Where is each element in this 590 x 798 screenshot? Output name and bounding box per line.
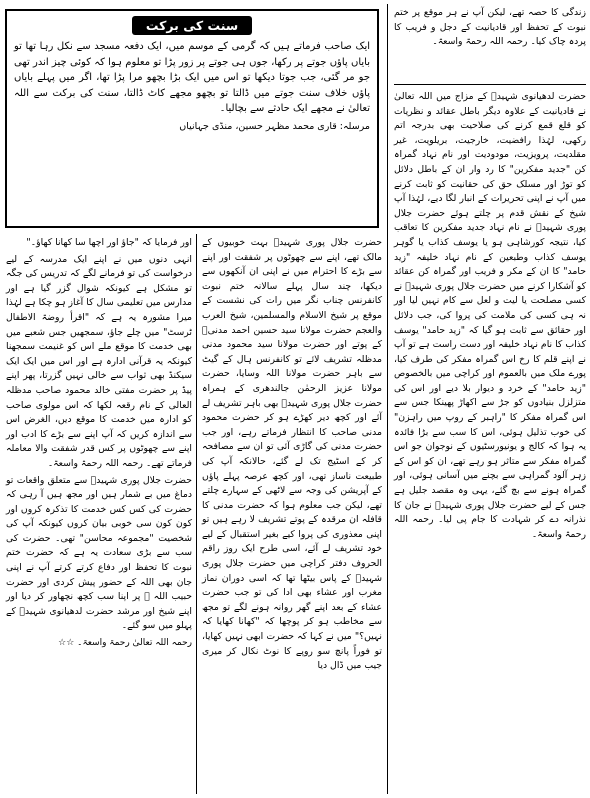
column-right [394, 90, 586, 544]
paragraph: حضرت لدھیانوی شہیدؒ کے مزاج میں اللہ تعالیٰ نے قادیانیت کے علاوہ دیگر باطل عقائد و نظریات کو قلع قمع کرنے کی صلاحیت بھی بدرجہ اتم رکھی، لہٰذا رافضیت، خارجیت، بریلویت، غیر مقلدیت، پرویزیت، مودودیت اور نام نہاد گمراہ کن "جدید مفکرین" کا رد وار ان کے باطل دلائل کو توڑ اور مسلک حق کی حقانیت کو ثابت کرنے میں آپ نے اپنی تحریرات کے انبار لگا دیے، لہٰذا آپ شیخ کے نقش قدم پر چلتے ہوئے حضرت جلال پوری شہیدؒ نے نام نہاد جدید مفکرین کا تعاقب کیا، نتیجہ کورشاہی ہو یا یوسف کذاب یا گوہر یوسف کذاب وطبعین کے نام نہاد خلیفہ "زید حامد" کا ان کے مکر و فریب اور گمراہ کن عقائد کو آشکارا کرنے میں حضرت جلال پوری شہیدؒ نے کسی مصلحت یا لیت و لعل سے کام نہیں لیا اور نہ ہی کسی کی ملامت کی پروا کی، جب دلائل اور حقائق سے ثابت ہو گیا کہ "زید حامد" یوسف کذاب کا نام نہاد خلیفہ اور دست راست ہے تو آپ نے اپنے قلم کا رخ اس گمراہ مفکر کی طرف کیا، پورے ملک میں بالعموم اور کراچی میں بالخصوص "زید حامد" کے خرد و دیوار بلا دیے اور اس کی متزلزل بنیادوں کو جڑ سے اکھاڑ پھینکا جس سے اس گمراہ مفکر کا "راہبر کے روپ میں راہزن" کی خوب تذلیل ہوئی، اس کا سب سے بڑا فائدہ یہ ہوا کہ کالج و یونیورسٹیوں کے نوجوان جو اس گمراہ مفکر سے متاثر ہو رہے تھے، ان کو اس کے زہر آلود گمراہی سے بچنے میں آسانی ہوئی، اور گمراہ ہونے سے بچ گئے، یہی وہ مقصد جلیل ہے جس کے لیے حضرت جلال پوری شہیدؒ نے جان کا نذرانہ دے کر شہادت کا جام پی لیا۔ رحمہ اللہ رحمۃ واسعۃ۔ [394, 91, 586, 540]
closing-line: رحمہ اللہ تعالیٰ رحمۃ واسعۃ۔ ☆☆ [58, 638, 192, 649]
column-middle [202, 236, 382, 676]
column-left [6, 236, 192, 655]
paragraph: زندگی کا حصہ تھے، لیکن آپ نے ہر موقع پر ختم نبوت کے تحفظ اور قادیانیت کے دجل و فریب کا پردہ چاک کیا۔ رحمہ اللہ رحمۃ واسعۃ۔ [394, 7, 586, 48]
column-right-top [394, 6, 586, 52]
paragraph: حضرت جلال پوری شہیدؒ سے متعلق واقعات تو دماغ میں بے شمار ہیں اور مجھ ہیں آ رہی کہ حضرت کی کس کس خدمت کا تذکرہ کروں اور کون کون سی خوبی بیان کروں کیونکہ آپ کی شخصیت "مجموعہ محاسن" تھی۔ حضرت کی سب سے بڑی سعادت یہ ہے کہ حضرت ختم نبوت کا تحفظ اور دفاع کرتے کرتے آپ نے اپنی جان بھی اللہ کے حضور پیش کردی اور حضرت حبیب اللہ ﷺ پر اپنا سب کچھ نچھاور کر دیا اور اپنے شیخ اور مرشد حضرت لدھیانوی شہیدؒ کے پہلو میں سو گئے۔ [6, 474, 192, 632]
feature-box-header [14, 15, 370, 35]
feature-box [5, 9, 379, 228]
feature-box-title: سنت کی برکت [132, 16, 252, 35]
feature-box-signature: مرسلہ: قاری محمد مظہر حسین، منڈی جہانیاں [179, 120, 370, 132]
paragraph: حضرت جلال پوری شہیدؒ بہت خوبیوں کے مالک تھے، اپنے سے چھوٹوں پر شفقت اور اپنے سے بڑے کا احترام میں نے اپنی ان آنکھوں سے دیکھا، چند سال پہلے سالانہ ختم نبوت کانفرنس چناب نگر میں رات کی نشست کے موقع پر شیخ الاسلام والمسلمین، شیخ العرب والعجم حضرت مولانا سید حسین احمد مدنیؒ کے پوتے اور حضرت مولانا سید محمود مدنی مدظلہ تشریف لائے تو کانفرنس ہال کے گیٹ سے باہر حضرت مولانا اللہ وسایا، حضرت مولانا عزیز الرحمٰن جالندھری کے ہمراہ حضرت جلال پوری شہیدؒ بھی باہر تشریف لے آئے اور کچھ دیر کھڑے ہو کر حضرت محمود مدنی صاحب کا انتظار فرماتے رہے، اور جب حضرت مدنی کی گاڑی آئی تو ان سے مصافحہ کر کے اسٹیج تک لے گئے، حالانکہ آپ کی طبیعت ناساز تھی، اور کچھ عرصہ پہلے پاؤں کے آپریشن کی وجہ سے لاٹھی کے سہارے چلتے تھے، لیکن جب معلوم ہوا کہ حضرت مدنی کا قافلہ ان مرقدہ کے پوتے تشریف لا رہے ہیں تو اپنی معذوری کی پروا کیے بغیر استقبال کے لیے خود تشریف لے آئے، اسی طرح ایک روز راقم الحروف دفتر کراچی میں حضرت جلال پوری شہیدؒ کے پاس بیٹھا تھا کہ اسی دوران نماز مغرب اور عشاء بھی ادا کی تو جب حضرت عشاء کے بعد اپنے گھر روانہ ہونے لگے تو مجھ سے مخاطب ہو کر پوچھا کہ "کھانا کھایا کہ نہیں؟" میں نے کہا کہ حضرت ابھی نہیں کھایا، تو فوراً پانچ سو روپے کا نوٹ نکال کر میری جیب میں ڈال دیا [202, 237, 382, 672]
feature-box-body: ایک صاحب فرماتے ہیں کہ گرمی کے موسم میں، ایک دفعہ مسجد سے نکل رہا تھا تو بایاں پاؤں جوتے پر رکھا، جوں ہی جوتے پر زور پڑا تو معلوم ہوا کہ کوئی چیز اندر تھی جو مر گئی، جب جوتا دیکھا تو اس میں ایک بڑا بچھو مرا پڑا تھا، اگر میں پہلے بایاں پاؤں خلاف سنت جوتے میں ڈالتا تو بچھو مجھے کاٹ ڈالتا، سنت کی برکت سے اللہ تعالیٰ نے مجھے ایک حادثے سے بچالیا۔ [14, 41, 370, 114]
horizontal-rule [394, 84, 586, 85]
column-divider [387, 4, 388, 794]
paragraph: انہی دنوں میں نے اپنے ایک مدرسہ کے لیے درخواست کی تو فرمانے لگے کہ تدریس کی جگہ تو مشکل ہے کیونکہ شوال گزر گیا ہے اور مدارس میں تعلیمی سال کا آغاز ہو چکا ہے لہٰذا میرا مشورہ یہ ہے کہ "اقرأ روضۃ الاطفال ٹرسٹ" میں چلے جاؤ، سمجھیں جس شعبے میں بھی خدمت کا موقع ملے اس کو غنیمت سمجھنا کیونکہ یہ قرآنی ادارہ ہے اور اس میں ایک ایک سیکنڈ بھی ثواب سے خالی نہیں گزرتا، پھر اپنے پیڈ پر حضرت مفتی خالد محمود صاحب مدظلہ العالی کے نام رقعہ لکھا کہ اس مولوی صاحب کو ادارہ میں خدمت کا موقع دیں، الغرض اس سے اندازہ کریں کہ آپ اپنے سے بڑے کا ادب اور اپنے سے چھوٹوں پر کس قدر شفقت والا معاملہ فرماتے تھے۔ رحمہ اللہ رحمۃ واسعۃ۔ [6, 253, 192, 469]
paragraph: اور فرمایا کہ "جاؤ اور اچھا سا کھانا کھاؤ۔" [26, 237, 192, 248]
column-divider [196, 234, 197, 794]
